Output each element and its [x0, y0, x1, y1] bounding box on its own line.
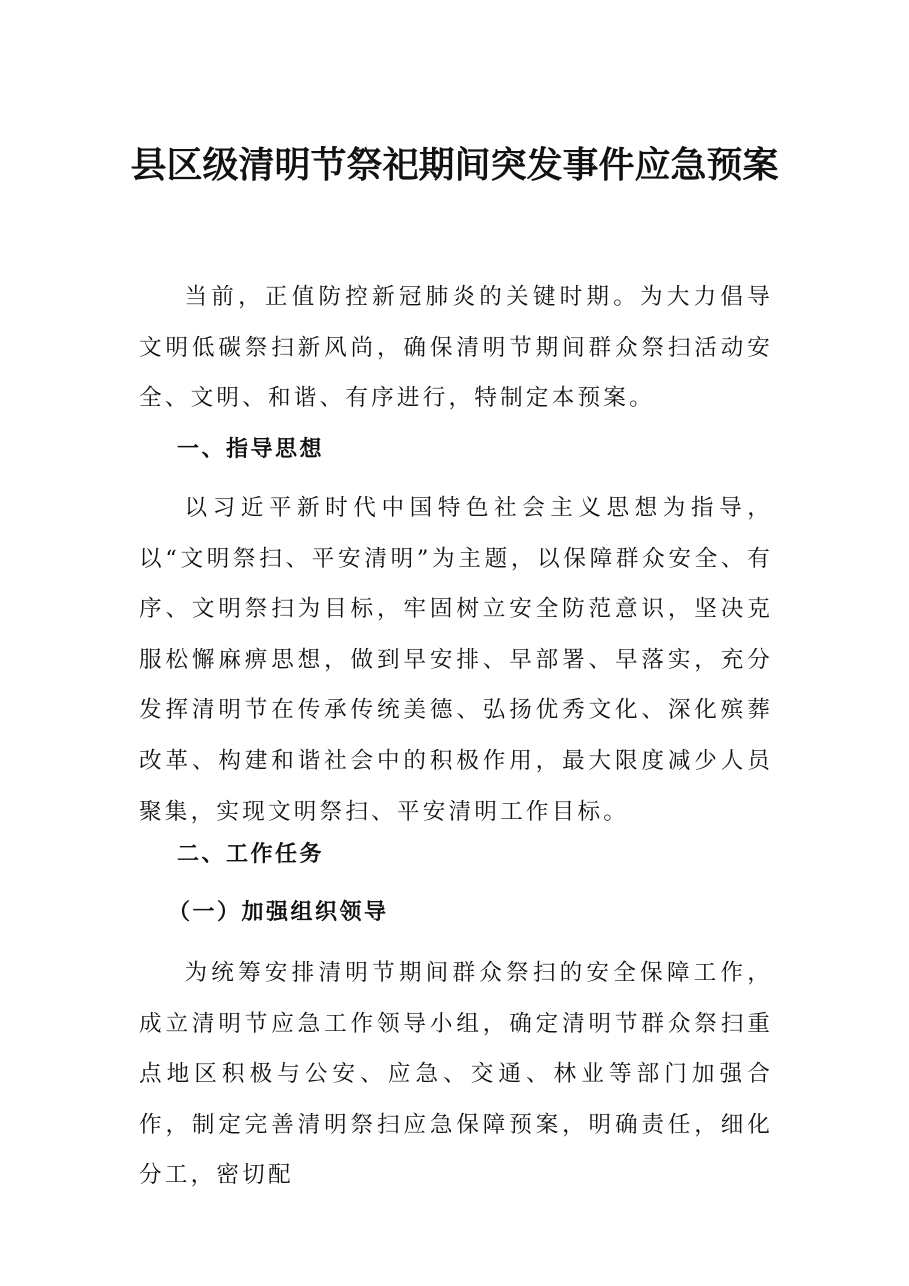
intro-paragraph: 当前，正值防控新冠肺炎的关键时期。为大力倡导文明低碳祭扫新风尚，确保清明节期间群众祭扫活动安全、文明、和谐、有序进行，特制定本预案。 [139, 284, 773, 412]
guiding-ideology-paragraph: 以习近平新时代中国特色社会主义思想为指导，以“文明祭扫、平安清明”为主题，以保障群众安全、有序、文明祭扫为目标，牢固树立安全防范意识，坚决克服松懈麻痹思想，做到早安排、早部署、早落实，充分发挥清明节在传承传统美德、弘扬优秀文化、深化殡葬改革、构建和谐社会中的积极作用，最大限度减少人员聚集，实现文明祭扫、平安清明工作目标。 [139, 495, 773, 825]
subsection-heading-organization: （一）加强组织领导 [168, 900, 389, 925]
section-heading-work-tasks: 二、工作任务 [177, 842, 325, 867]
organization-paragraph: 为统筹安排清明节期间群众祭扫的安全保障工作，成立清明节应急工作领导小组，确定清明节群众祭扫重点地区积极与公安、应急、交通、林业等部门加强合作，制定完善清明祭扫应急保障预案，明确责任，细化分工，密切配 [139, 960, 773, 1189]
section-heading-guiding-ideology: 一、指导思想 [177, 437, 325, 462]
document-title: 县区级清明节祭祀期间突发事件应急预案 [130, 145, 779, 186]
